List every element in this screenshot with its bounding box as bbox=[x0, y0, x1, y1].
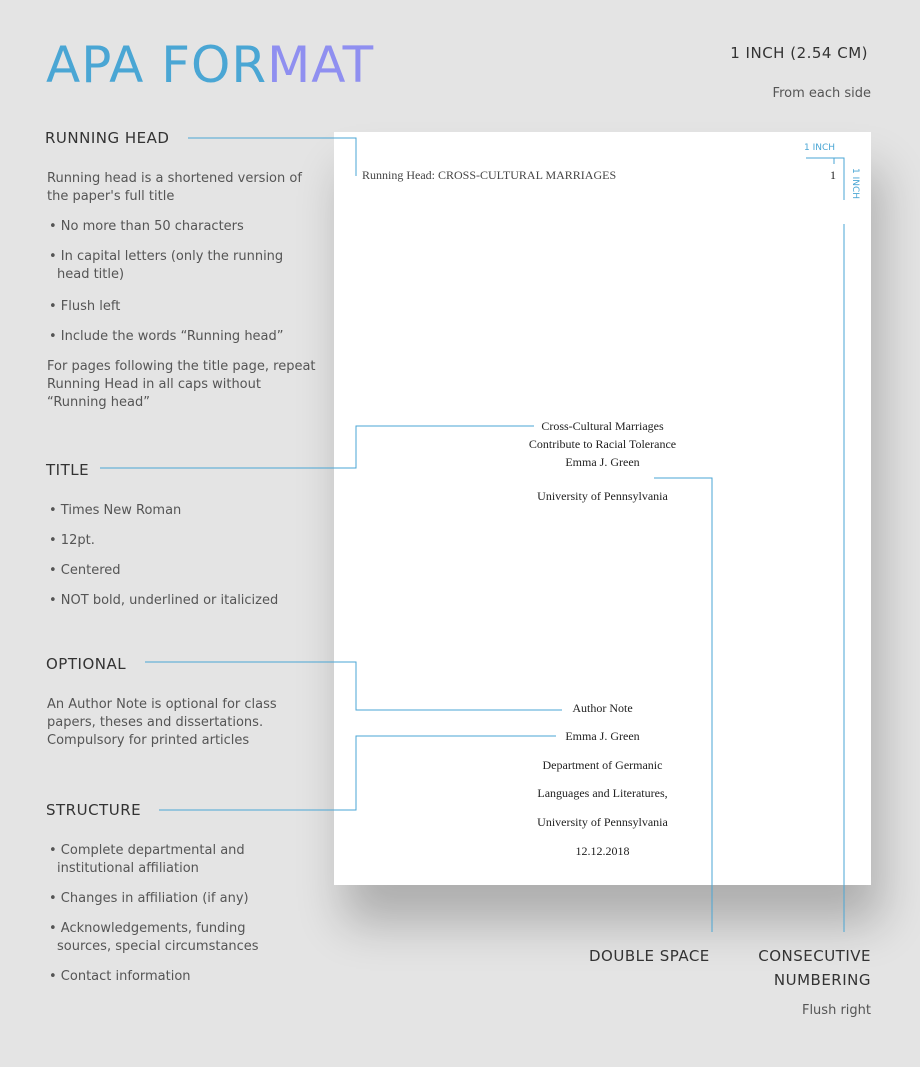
running-head-note: For pages following the title page, repeat Running Head in all caps without “Running head” bbox=[47, 359, 316, 410]
numbering-label: NUMBERING bbox=[773, 971, 871, 989]
author-note-line: Languages and Literatures, bbox=[537, 786, 668, 800]
title-bullet: • 12pt. bbox=[49, 533, 95, 548]
structure-bullet: • Contact information bbox=[49, 969, 191, 984]
structure-connector bbox=[159, 736, 556, 810]
structure-heading: STRUCTURE bbox=[46, 801, 142, 819]
inch-label-side: 1 INCH bbox=[850, 168, 860, 200]
title-connector bbox=[100, 426, 534, 468]
structure-bullet: • Complete departmental and institutional affiliation bbox=[49, 843, 245, 876]
paper-institution: University of Pennsylvania bbox=[537, 489, 668, 503]
margin-sub-label: From each side bbox=[772, 86, 871, 101]
author-note-line: Emma J. Green bbox=[565, 729, 640, 743]
author-note-line: Department of Germanic bbox=[542, 758, 663, 772]
paper-title-line: Cross-Cultural Marriages bbox=[541, 419, 664, 433]
running-head-bullet: • In capital letters (only the running head title) bbox=[49, 249, 284, 282]
optional-connector bbox=[145, 662, 562, 710]
title-heading: TITLE bbox=[46, 461, 90, 479]
paper-title-line: Contribute to Racial Tolerance bbox=[528, 437, 677, 451]
structure-bullet: • Changes in affiliation (if any) bbox=[49, 891, 249, 906]
consecutive-label: CONSECUTIVE bbox=[758, 947, 871, 965]
running-head-connector bbox=[188, 138, 356, 176]
running-head-heading: RUNNING HEAD bbox=[45, 129, 170, 147]
double-space-connector bbox=[654, 478, 712, 932]
running-head-bullet: • No more than 50 characters bbox=[49, 219, 244, 234]
flush-right-label: Flush right bbox=[801, 1003, 871, 1018]
inch-bracket-top bbox=[806, 158, 844, 200]
paper-page-number: 1 bbox=[830, 168, 836, 182]
paper-author-name: Emma J. Green bbox=[565, 455, 640, 469]
author-note-line: University of Pennsylvania bbox=[537, 815, 668, 829]
margin-label: 1 INCH (2.54 CM) bbox=[730, 44, 868, 62]
title-bullet: • NOT bold, underlined or italicized bbox=[49, 593, 279, 608]
paper-running-head: Running Head: CROSS-CULTURAL MARRIAGES bbox=[362, 168, 617, 182]
author-note-date: 12.12.2018 bbox=[575, 844, 630, 858]
title-bullet: • Times New Roman bbox=[49, 503, 182, 518]
running-head-bullet: • Flush left bbox=[49, 299, 121, 314]
running-head-intro: Running head is a shortened version of the paper's full title bbox=[47, 171, 302, 204]
optional-text: An Author Note is optional for class papers, theses and dissertations. Compulsory for printed articles bbox=[47, 697, 277, 748]
title-bullet: • Centered bbox=[49, 563, 121, 578]
running-head-bullet: • Include the words “Running head” bbox=[49, 329, 284, 344]
title-part-1: APA FOR bbox=[46, 36, 268, 94]
title-part-2: MAT bbox=[267, 36, 375, 94]
author-note-heading: Author Note bbox=[572, 701, 633, 715]
structure-bullet: • Acknowledgements, funding sources, special circumstances bbox=[49, 921, 259, 954]
optional-heading: OPTIONAL bbox=[46, 655, 127, 673]
inch-label-top: 1 INCH bbox=[804, 143, 836, 153]
double-space-label: DOUBLE SPACE bbox=[589, 947, 710, 965]
